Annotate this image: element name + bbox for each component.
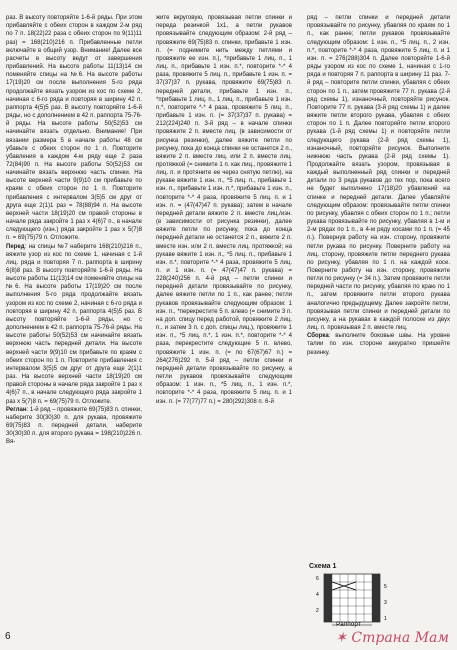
col3-text: ряд – петли спинки и передней детали провязывайте по рисунку, убавляя по краям по 1 п., как ранее; петли рукавов провязывайте следующим образом: 1 изн. п., *5 лиц. п., 2 изн. п.*, повторите *-* 4 раза, провяжите 5 лиц. п. и 1 изн. п. = 276(288)304 п. Далее повторяйте 1-6-й ряды узором из кос по схеме 1, начиная с 1-го ряда и повторяя 7 п. раппорта в ширину 11 раз. 7-й ряд – повторите петли спинки, убавляя с обеих сторон по 1 п., затем провяжите 77 п. рукава (2-й ряд схемы 1), изнаночный, повторяйте рисунок. Повторите 77 п. рукава (3-й ряд схемы 1) и далее вяжите петли второго рукава, убавляя с обеих сторон по 1 п. Далее повторяйте петли второго рукава (1-й ряд схемы 1) и повторяйте петли следующего рукава (2-й ряд схемы 1), изнаночный, повторяйте рисунок. Выполните нижнюю часть рукава (2-й ряд схемы 1). Продолжайте вязать узором, провязывая в каждый выполненный ряд спинки и передней детали по 3 ряда рукавов до тех пор, пока всего не будет выполнено 17(18)20 убавлений на спинке и передней детали. Далее убавляйте следующим образом: провязывайте петли спинки по рисунку, убавляя с обеих сторон по 1 п.; петли рукава провязывайте по рисунку, убавляя в 1-м и 2-м рядах по 1 п., в 4-м ряду косами по 1 п. (= 45 п.). Повернув работу на изн. сторону, провяжите петли рукава по рисунку. Поверните работу на лиц. сторону, провяжите петли переднего рукава по рисунку, убавляя по 1 п. на каждой косе. Поверните работу на изн. сторону, провяжите петли по рисунку (= 34 п.). Затем провяжите петли передней части по рисунку, убавляя по краю по 1 п., затем провяжите петли второго рукава аналогично предыдущему. Далее закройте петли, провязывая петли спинки и передней детали по рисунку, а на рукавах в каждой полоске из двух лиц. п. провязывая 2 п. вместе лиц. bbox=[307, 15, 450, 332]
sleeves-text: : 1-й ряд – провяжите 69(75)83 п. спинки, наберите 30(30)30 п. для рукава, провяжите 69(75)83 п. передней детали, наберите 30(30)30 п. для второго рукава = 198(210)226 п. Вя- bbox=[6, 406, 142, 446]
front-label: Перед bbox=[6, 243, 25, 250]
page-number: 6 bbox=[5, 631, 11, 642]
text-column-2 bbox=[156, 6, 292, 406]
scheme-title: Схема 1 bbox=[309, 563, 337, 570]
watermark-text: Страна Мам bbox=[351, 630, 449, 646]
text-column-1 bbox=[6, 6, 142, 446]
row-num-2: 2 bbox=[316, 608, 319, 614]
text-column-3 bbox=[307, 6, 450, 357]
watermark bbox=[335, 630, 449, 646]
col1-text: раз. В высоту повторяйте 1-6-й ряды. При этом прибавляйте с обеих сторон в каждом 2-м ряд по 7 п. 18(22)22 раза с обеих сторон по 9(11)11 раз) = 168(210)216 п. Прибавленные петли включайте в общий узор. Внимание! Далее все расчеты в высоту ведут от завершения прибавлений. На высоте работы 11(13)14 см поменяйте спицы на №6. На высоте работы 17(19)20 см после выполнения 5-го ряда продолжайте вязать узором из кос по схеме 2, начиная с 6-го ряда и повторяя в ширину 42 п. раппорта 4(5)5 раз. В высоту повторяйте 1-6-й ряды, но с дополнением в 42 п. раппорта 75-76-й ряды. На высоте работы 50(52)53 см начинайте вязать отдельно. Внимание! При вязании размера 5 в начале работы 48 см убавьте с обеих сторон по 1 п. Повторите убавления в каждом 4-м ряду еще 2 раза 72(84)90 п. На высоте работы 50(52)53 см начинайте вязать верхнюю часть спинки. На высоте верхней части 9(9)10 см прибавьте по краям с обеих сторон по 1 п. Повторите прибавления с интервалом 3(5)5 см друг от друга еще 2(1)1 раз = 78(88)94 п. На высоте верхней части 18(19)20 см правой стороны в начале ряда закройте 1 раз x 4(6)7 п., в начале следующего (изн.) ряда закройте 1 раз x 5(7)8 п. = 69(75)79 п. Отложите. bbox=[6, 15, 142, 242]
row-num-4: 4 bbox=[316, 592, 319, 598]
row-num-3: 3 bbox=[384, 600, 387, 606]
col2-text: жите вкруговую, провязывая петли спинки и переда резинкой 1x1, а петли рукавов провязывайте следующим образом: 2-й ряд – провяжите 69(75)83 п. спинки, прибавьте 1 изн. п. (= поднимите нить между петлями и провяжите ее изн. п.), *прибавьте 1 лиц. п., 1 лиц. п., прибавьте 1 изн. п.*, повторите *-* 4 раза, провяжите 5 лиц. п., прибавьте 1 изн. п. = 37(37)37 п. рукава, провяжите 69(75)83 п. передней детали, прибавьте 1 изн. п., *прибавьте 1 лиц. п., 1 лиц. п., прибавьте 1 изн. п.*, повторите *-* 4 раза, провяжите 5 лиц. п., прибавьте 1 изн. п. (= 37(37)37 п. рукава) = 212(224)240 п. 3-й ряд – в начале спинки провяжите 2 п. вместе лиц. (в зависимости от рисунка резинки), далее вяжите петли по рисунку, пока до конца спинки не останется 2 п., вяжите 2 п. вместе лиц. или 2 п. вместе лиц. протяжкой (= снимите 1 п. как лиц., провяжите 1 лиц. п. и протяните ее через снятую петлю), на рукаве вяжите 1 изн. п., *5 лиц. п., прибавьте 1 изн. п., прибавьте 1 изн. п.*, прибавьте 1 изн. п., повторите *-* 4 раза, провяжите 5 лиц. п. и 1 изн. п. = (47(47)47 п. рукава); затем в начале передней детали вяжите 2 п. вместе лиц./изн. (в зависимости от рисунка резинки), далее вяжите петли по рисунку, пока до конца передней детали не останется 2 п., вяжите 2 п. вместе изн. или 2 п. вместе лиц. протяжкой; на рукаве вяжите 1 изн. п., *5 лиц. п., прибавьте 1 изн. п.*, повторите *-* 4 раза, провяжите 5 лиц. п. и 1 изн. п. (= 47(47)47 п. рукава) = 228(240)256 п. 4-й ряд – петли спинки и передней детали провязывайте по рисунку, далее вяжите петли по 1 п., как ранее; петли рукавов провязывайте следующим образом: 1 изн. п., *перекрестите 5 п. влево (= снимите 3 п. на доп. спицу перед работой, провяжите 2 лиц. п., и затем 3 п. с доп. спицы лиц.), провяжите 1 изн. п., *5 лиц. п.*, 1 изн. п.*, повторите *-* 4 раза, перекрестите следующие 5 п. влево, провяжите 1 изн. п. (= по 67(67)67 п.) = 264(276)292 п. 5-й ряд – петли спинки и передней детали провязывайте по рисунку, а петли рукавов провязывайте следующим образом: 1 изн. п., *5 лиц. п., 1 изн. п.*, повторите *-* 4 раза, провяжите 5 лиц. п. и 1 изн. п. (= 77(77)77 п.) = 280(292)308 п. 6-й bbox=[156, 15, 292, 405]
row-num-1: 1 bbox=[384, 616, 387, 622]
star-icon: ✶ bbox=[335, 630, 347, 646]
assembly-text: : выполните боковые швы. На уровне талии по изн. стороне аккуратно пришейте резинку. bbox=[307, 333, 450, 356]
assembly-label: Сборка bbox=[307, 333, 329, 340]
row-num-6: 6 bbox=[316, 576, 319, 582]
sleeves-label: Реглан bbox=[6, 406, 27, 413]
row-num-5: 5 bbox=[384, 584, 387, 590]
front-text: : на спицы №7 наберите 168(210)216 п., вяжите узор из кос по схеме 1, начиная с 1-й лиц. ряда и повторяя 7 п. раппорта в ширину 6(8)8 раз. В высоту повторяйте 1-6-й ряды. На высоте работы 11(13)14 см поменяйте спицы на №6. На высоте работы 17(19)20 см после выполнения 5-го ряда продолжайте вязать узором из кос по схеме 2, начиная с 6-го ряда и повторяя в ширину 42 п. раппорта 4(5)5 раз. В высоту повторяйте 1-6-й ряды, но с дополнением в 42 п. раппорта 75-76-й ряды. На высоте работы 50(52)53 см начинайте вязать верхнюю часть передней детали. На высоте верхней части 9(9)10 см прибавьте по краям с обеих сторон по 1 п. Повторите прибавления с интервалом 3(5)5 см друг от друга еще 2(1)1 раз. На высоте верхней части 18(19)20 см правой стороны в начале ряда закройте 1 раз x 4(6)7 п., в начале следующего ряда закройте 1 раз x 5(7)8 п. = 69(75)79 п. Отложите. bbox=[6, 243, 142, 405]
rapport-label: Раппорт bbox=[336, 621, 361, 628]
